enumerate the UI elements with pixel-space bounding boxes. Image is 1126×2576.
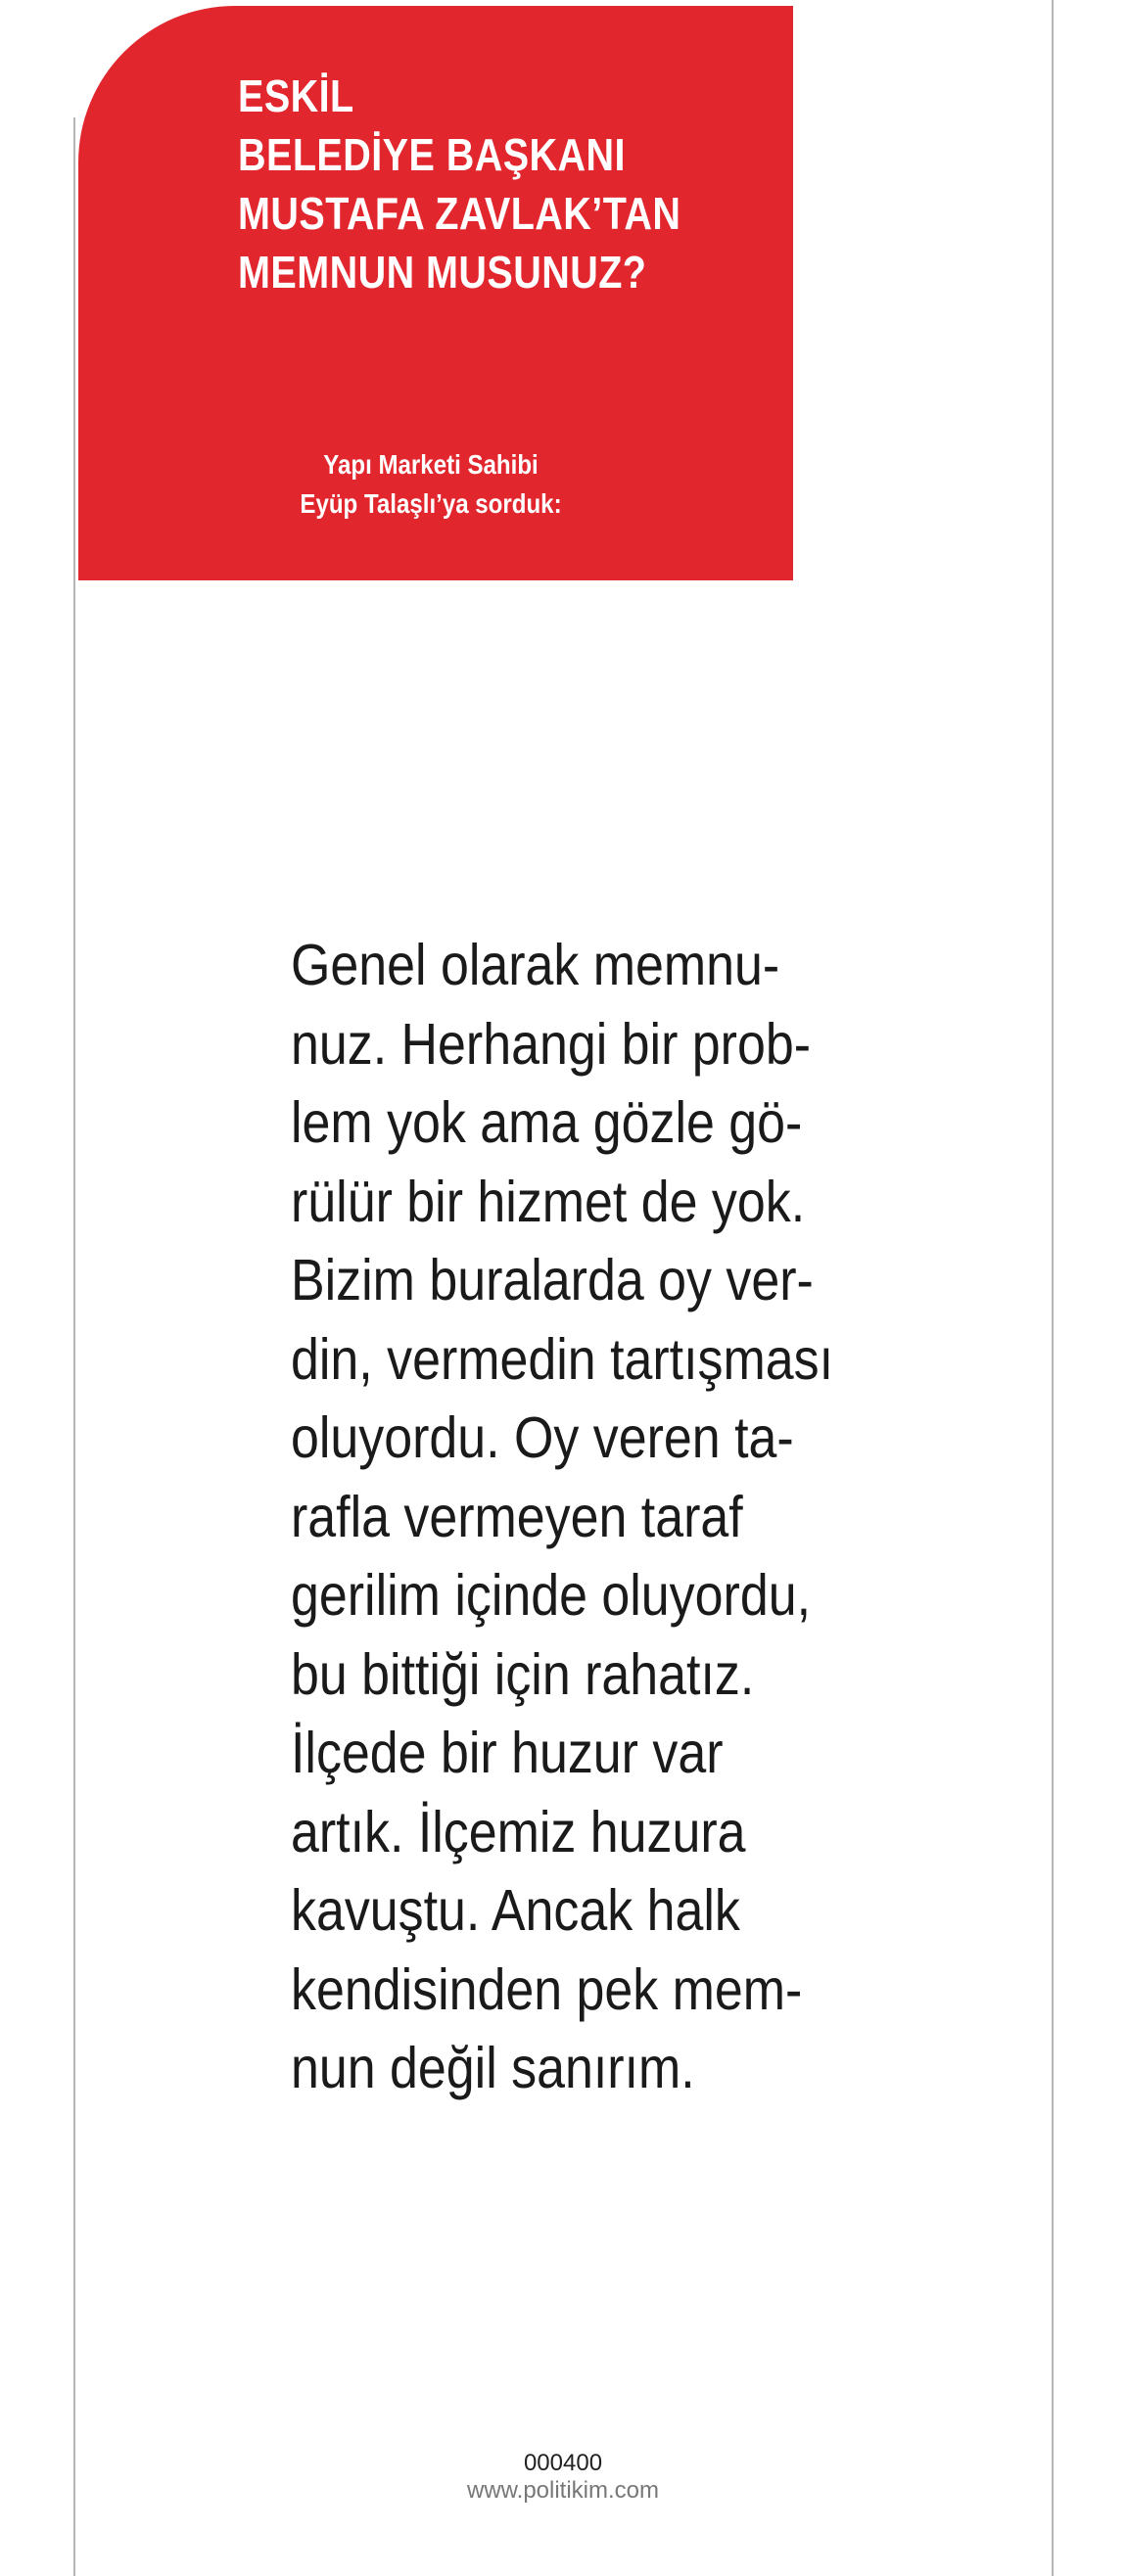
headline-line: ESKİL: [238, 70, 354, 121]
quote-line: bu bittiği için rahatız.: [291, 1641, 755, 1707]
quote-line: artık. İlçemiz huzura: [291, 1799, 746, 1864]
subheading-line: Eyüp Talaşlı’ya sorduk:: [300, 488, 562, 519]
headline-line: BELEDİYE BAŞKANI: [238, 129, 626, 180]
quote-line: oluyordu. Oy veren ta-: [291, 1405, 794, 1470]
quote-line: Genel olarak memnu-: [291, 933, 780, 997]
quote-line: din, vermedin tartışması: [291, 1326, 834, 1392]
headline: [238, 67, 680, 301]
interview-quote: [291, 926, 833, 2108]
page-code: 000400: [523, 2450, 603, 2476]
headline-line: MUSTAFA ZAVLAK’TAN: [238, 188, 681, 239]
quote-line: İlçede bir huzur var: [291, 1721, 724, 1785]
right-border-line: [1052, 0, 1054, 2576]
quote-line: rülür bir hizmet de yok.: [291, 1169, 806, 1234]
quote-line: kendisinden pek mem-: [291, 1956, 803, 2022]
quote-line: nun değil sanırım.: [291, 2036, 695, 2100]
quote-line: lem yok ama gözle gö-: [291, 1090, 803, 1155]
quote-line: kavuştu. Ancak halk: [291, 1878, 740, 1943]
headline-line: MEMNUN MUSUNUZ?: [238, 247, 647, 298]
website-link[interactable]: www.politikim.com: [466, 2477, 660, 2504]
quote-line: nuz. Herhangi bir prob-: [291, 1011, 812, 1077]
quote-line: rafla vermeyen taraf: [291, 1484, 743, 1549]
left-border-line: [73, 117, 75, 2576]
subheading-line: Yapı Marketi Sahibi: [323, 449, 539, 480]
quote-line: Bizim buralarda oy ver-: [291, 1248, 814, 1312]
quote-line: gerilim içinde oluyordu,: [291, 1563, 811, 1628]
